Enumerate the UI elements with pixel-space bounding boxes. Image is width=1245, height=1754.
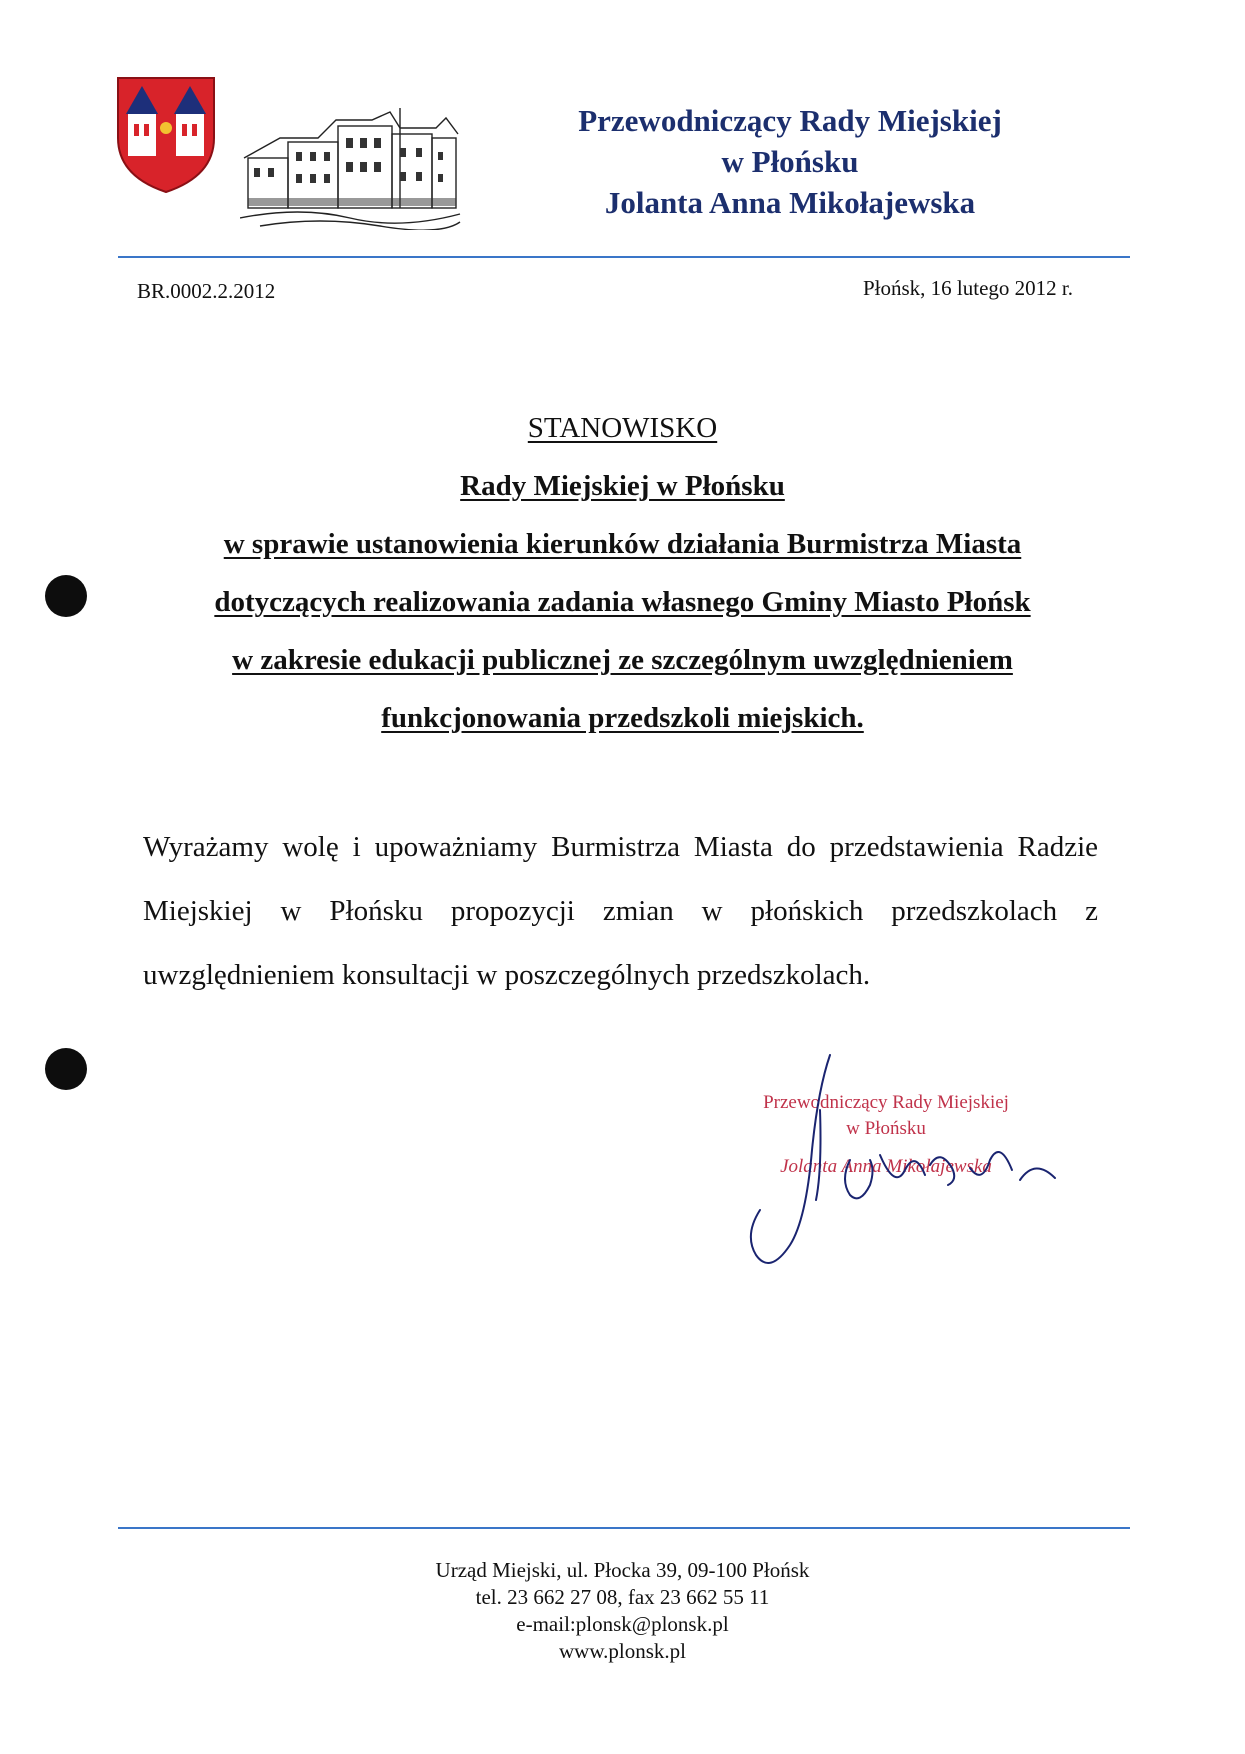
title-line: Rady Miejskiej w Płońsku xyxy=(460,470,785,502)
title-line: w zakresie edukacji publicznej ze szczególnym uwzględnieniem xyxy=(232,644,1013,676)
footer-phone: tel. 23 662 27 08, fax 23 662 55 11 xyxy=(475,1585,770,1609)
stamp-line2: w Płońsku xyxy=(846,1118,926,1139)
title-line: w sprawie ustanowienia kierunków działania Burmistrza Miasta xyxy=(223,528,1022,560)
header-title-line3: Jolanta Anna Mikołajewska xyxy=(604,185,976,220)
stamp-line1: Przewodniczący Rady Miejskiej xyxy=(763,1092,1009,1113)
punch-hole xyxy=(45,1048,87,1090)
footer-email[interactable]: e-mail:plonsk@plonsk.pl xyxy=(516,1612,729,1636)
header-title-line2: w Płońsku xyxy=(721,144,859,179)
footer-website[interactable]: www.plonsk.pl xyxy=(559,1639,686,1663)
header-title-line1: Przewodniczący Rady Miejskiej xyxy=(578,103,1002,138)
body-paragraph: Wyrażamy wolę i upoważniamy Burmistrza Miasta do przedstawienia Radzie Miejskiej w Płońsku propozycji zmian w płońskich przedszkolach z uwzględnieniem konsultacji w poszczególnych przedszkolach. xyxy=(143,831,1098,991)
header-title xyxy=(470,100,1110,223)
plonsk-coat-of-arms-icon xyxy=(116,76,216,194)
header-divider xyxy=(118,256,1130,258)
footer-address: Urząd Miejski, ul. Płocka 39, 09-100 Płońsk xyxy=(435,1558,810,1582)
document-title xyxy=(100,408,1145,756)
footer-divider xyxy=(118,1527,1130,1529)
title-line: funkcjonowania przedszkoli miejskich. xyxy=(381,702,864,734)
footer xyxy=(300,1557,945,1665)
town-sketch-icon xyxy=(240,98,462,230)
document-date: Płońsk, 16 lutego 2012 r. xyxy=(862,276,1073,300)
reference-number: BR.0002.2.2012 xyxy=(137,279,276,303)
handwritten-signature xyxy=(720,1050,1080,1290)
title-heading: STANOWISKO xyxy=(527,412,718,444)
punch-hole xyxy=(45,575,87,617)
title-line: dotyczących realizowania zadania własnego Gminy Miasto Płońsk xyxy=(214,586,1031,618)
stamp-name: Jolanta Anna Mikołajewska xyxy=(780,1156,992,1177)
